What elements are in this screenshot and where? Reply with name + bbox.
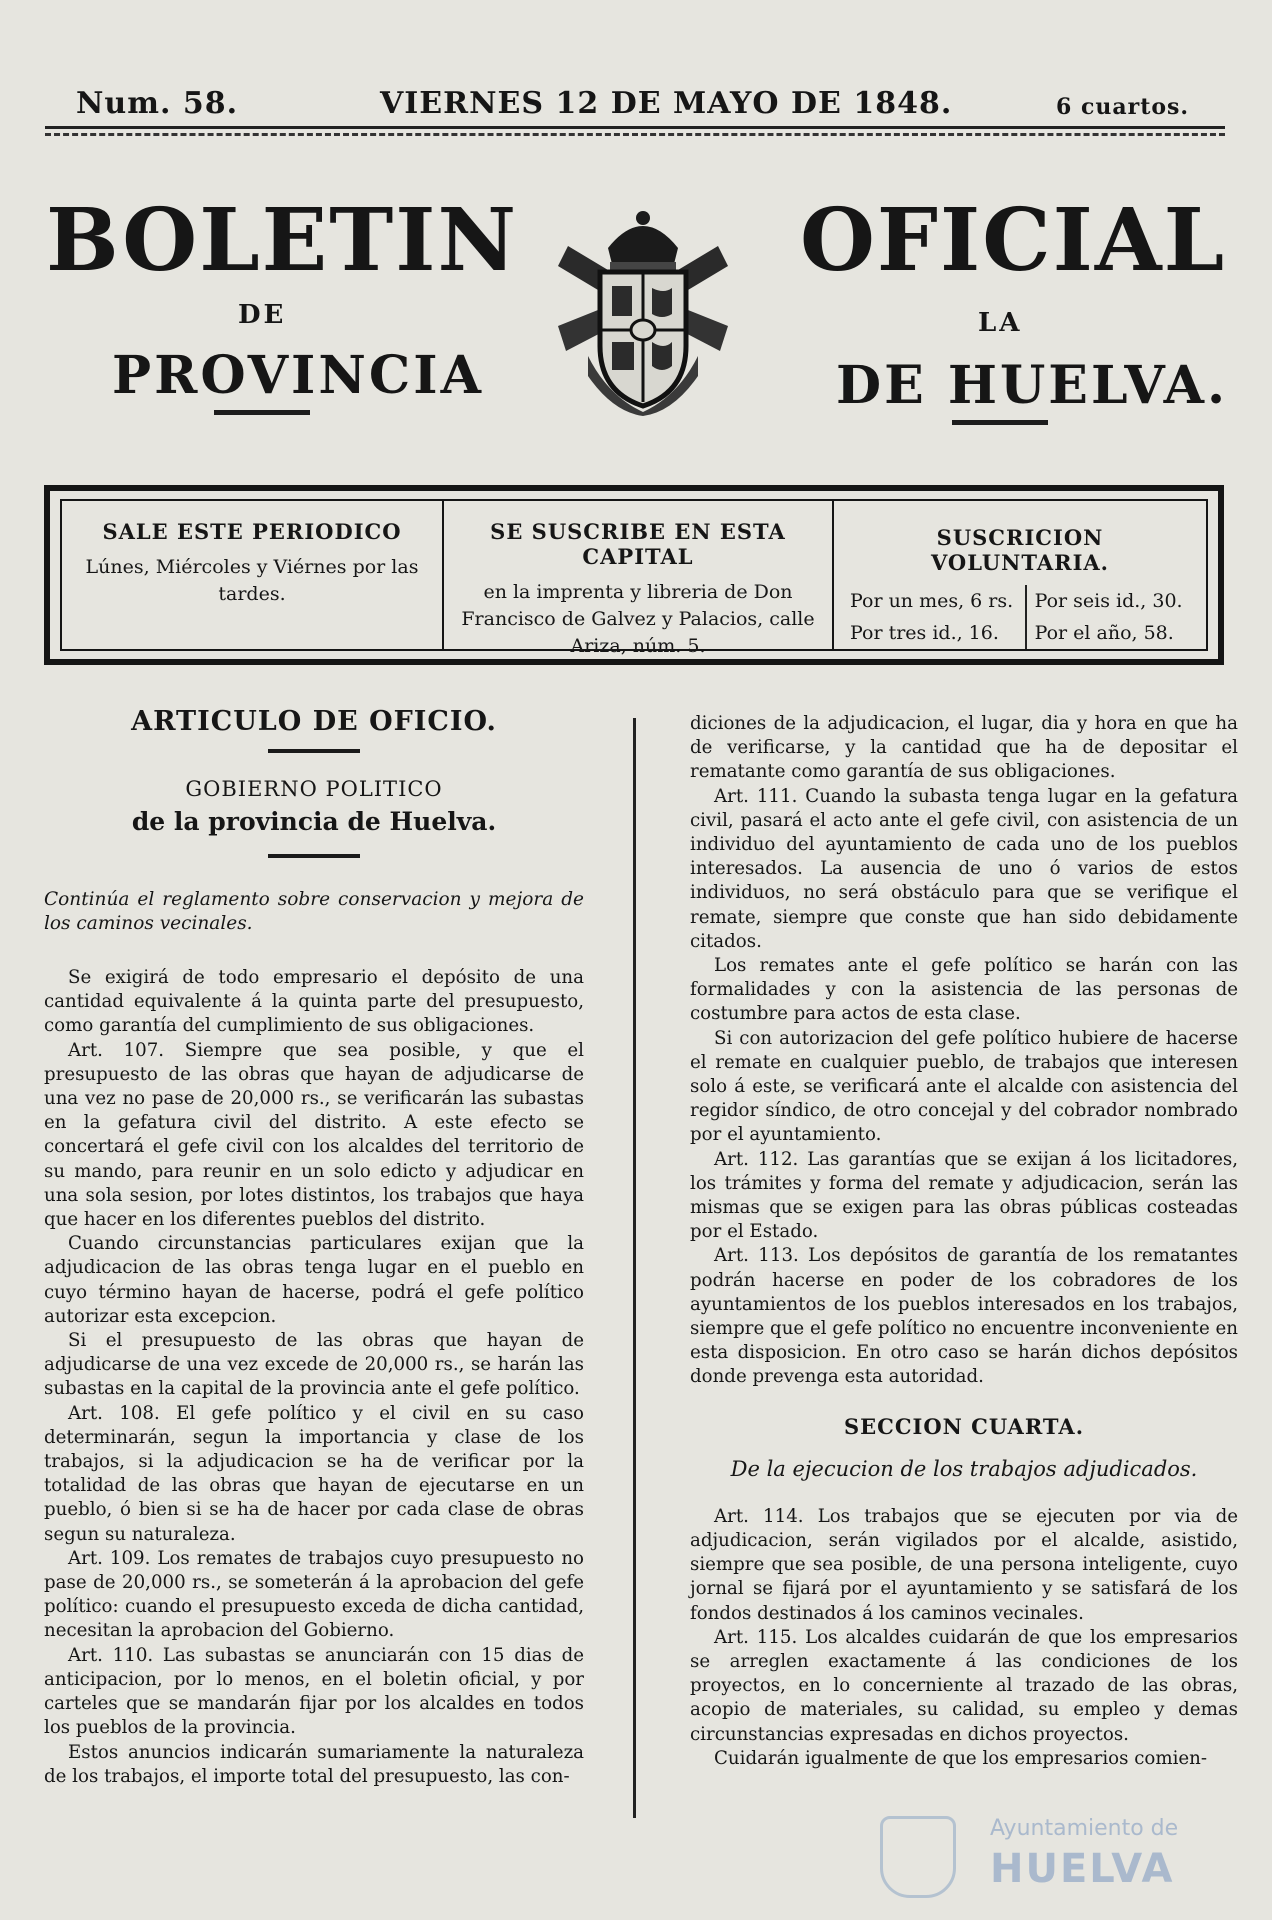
masthead-la: LA xyxy=(978,308,1023,338)
rate-item: Por un mes, 6 rs. xyxy=(850,590,1014,612)
paragraph: Cuidarán igualmente de que los empresarios comien- xyxy=(714,1747,1208,1769)
watermark-line1: Ayuntamiento de xyxy=(990,1816,1179,1841)
provincia-heading: de la provincia de Huelva. xyxy=(131,807,497,836)
paragraph: Art. 107. Siempre que sea posible, y que el presupuesto de las obras que hayan de adjudicarse de una vez no pase de 20,000 rs., se verificarán las subastas en la gefatura civil del distrito. A este efecto se concertará el gefe civil con los alcaldes del territorio de su mando, para reunir en un solo edicto y adjudicar en una sola sesion, por lotes distintos, los trabajos que haya que hacer en los diferentes pueblos del distrito. xyxy=(44,1039,584,1231)
subscription-place-text: en la imprenta y libreria de Don Francisco de Galvez y Palacios, calle Ariza, núm. 5. xyxy=(461,581,815,657)
paragraph: Se exigirá de todo empresario el depósito de una cantidad equivalente á la quinta parte del presupuesto, como garantía del cumplimiento de sus obligaciones. xyxy=(44,967,584,1037)
subscription-place-title: SE SUSCRIBE EN ESTA CAPITAL xyxy=(490,519,786,569)
paragraph: Art. 114. Los trabajos que se ejecuten por via de adjudicacion, serán vigilados por el alcalde, asistido, siempre que sea posible, de una persona inteligente, cuyo jornal se fijará por el ayuntamiento y se satisfará de los fondos destinados á los caminos vecinales. xyxy=(690,1505,1238,1624)
paragraph: Si el presupuesto de las obras que hayan de adjudicarse de una vez excede de 20,000 rs., se harán las subastas en la capital de la provincia ante el gefe político. xyxy=(44,1330,584,1400)
rates-title: SUSCRICION VOLUNTARIA. xyxy=(931,525,1109,575)
rate-item: Por seis id., 30. xyxy=(1025,585,1194,617)
right-column xyxy=(690,712,1238,1771)
top-ornamental-rule xyxy=(45,126,1225,136)
rates-table xyxy=(846,585,1194,649)
masthead-provincia: PROVINCIA xyxy=(112,345,484,406)
heading-rule xyxy=(268,749,360,753)
info-column-rates xyxy=(832,501,1206,649)
section-heading: ARTICULO DE OFICIO. xyxy=(131,706,497,737)
paragraph: Estos anuncios indicarán sumariamente la naturaleza de los trabajos, el importe total del presupuesto, las con- xyxy=(44,1741,584,1787)
issue-date: VIERNES 12 DE MAYO DE 1848. xyxy=(380,86,953,121)
schedule-text: Lúnes, Miércoles y Viérnes por las tardes. xyxy=(85,556,419,605)
watermark xyxy=(880,1810,1220,1900)
paragraph: Art. 111. Cuando la subasta tenga lugar en la gefatura civil, pasará el acto ante el gefe civil, con asistencia de un individuo del ayuntamiento de cada uno de los pueblos interesados. La ausencia de uno ó varios de estos individuos, no será obstáculo para que se verifique el remate, siempre que conste que han sido debidamente citados. xyxy=(690,785,1238,952)
intro-text: Continúa el reglamento sobre conservacion y mejora de los caminos vecinales. xyxy=(44,889,584,934)
masthead-de: DE xyxy=(238,300,287,330)
gobierno-heading: GOBIERNO POLITICO xyxy=(185,777,443,801)
right-body-a xyxy=(690,712,1238,1390)
masthead-left-underline xyxy=(214,410,310,415)
info-column-schedule xyxy=(62,501,442,649)
subheading-rule xyxy=(268,854,360,858)
masthead-boletin: BOLETIN xyxy=(46,190,519,291)
shield-icon xyxy=(880,1816,956,1898)
issue-number: Num. 58. xyxy=(76,86,239,121)
paragraph: Art. 110. Las subastas se anunciarán con 15 dias de anticipacion, por lo menos, en el boletin oficial, y por carteles que se mandarán fijar por los alcaldes en todos los pueblos de la provincia. xyxy=(44,1644,584,1739)
masthead-right-underline xyxy=(952,420,1048,425)
schedule-title: SALE ESTE PERIODICO xyxy=(102,519,402,544)
paragraph: Art. 113. Los depósitos de garantía de los rematantes podrán hacerse en poder de los cobradores de los ayuntamientos de los pueblos interesados en los trabajos, siempre que el gefe político no encuentre inconveniente en esta disposicion. En otro caso se harán dichos depósitos donde prevenga esta autoridad. xyxy=(690,1245,1238,1388)
section-cuarta-subheading: De la ejecucion de los trabajos adjudicados. xyxy=(730,1456,1198,1481)
paragraph: Cuando circunstancias particulares exijan que la adjudicacion de las obras tenga lugar en el pueblo en cuyo término hayan de hacerse, podrá el gefe político autorizar esta excepcion. xyxy=(44,1233,584,1327)
paragraph: diciones de la adjudicacion, el lugar, dia y hora en que ha de verificarse, y la cantidad que ha de depositar el rematante como garantía de sus obligaciones. xyxy=(690,713,1238,783)
info-column-subscription-place xyxy=(442,501,832,657)
coat-of-arms-icon xyxy=(548,206,738,416)
masthead-de-huelva: DE HUELVA. xyxy=(836,355,1229,416)
right-body-b xyxy=(690,1505,1238,1771)
paragraph: Art. 109. Los remates de trabajos cuyo presupuesto no pase de 20,000 rs., se someterán á la aprobacion del gefe político: cuando el presupuesto exceda de dicha cantidad, necesitan la aprobacion del Gobierno. xyxy=(44,1547,584,1642)
watermark-line2: HUELVA xyxy=(990,1846,1175,1892)
masthead-oficial: OFICIAL xyxy=(800,190,1227,291)
paragraph: Art. 112. Las garantías que se exijan á los licitadores, los trámites y forma del remate y adjudicacion, serán las mismas que se exigen para las obras públicas costeadas por el Estado. xyxy=(690,1148,1238,1243)
left-column xyxy=(44,706,584,1789)
paragraph: Si con autorizacion del gefe político hubiere de hacerse el remate en cualquier pueblo, de trabajos que interesen solo á este, se verificará ante el alcalde con asistencia del regidor síndico, de otro concejal y del cobrador nombrado por el ayuntamiento. xyxy=(690,1027,1238,1146)
paragraph: Art. 115. Los alcaldes cuidarán de que los empresarios se arreglen exactamente á las condiciones de los proyectos, en lo concerniente al trazado de las obras, acopio de materiales, su calidad, su empleo y demas circunstancias expresadas en dichos proyectos. xyxy=(690,1626,1238,1745)
rate-item: Por tres id., 16. xyxy=(850,622,999,644)
subscription-info-box xyxy=(44,485,1224,665)
section-cuarta-heading: SECCION CUARTA. xyxy=(843,1413,1085,1439)
paragraph: Art. 108. El gefe político y el civil en su caso determinarán, segun la importancia y clase de los trabajos, si la adjudicacion se ha de verificar por la totalidad de las obras que hayan de ejecutarse en un pueblo, ó bien si se ha de hacer por cada clase de obras segun su naturaleza. xyxy=(44,1402,584,1545)
column-divider xyxy=(633,718,636,1818)
left-body xyxy=(44,966,584,1789)
issue-price: 6 cuartos. xyxy=(1056,94,1190,120)
paragraph: Los remates ante el gefe político se harán con las formalidades y con la asistencia de las personas de costumbre para actos de esta clase. xyxy=(690,955,1238,1025)
rate-item: Por el año, 58. xyxy=(1025,617,1194,649)
